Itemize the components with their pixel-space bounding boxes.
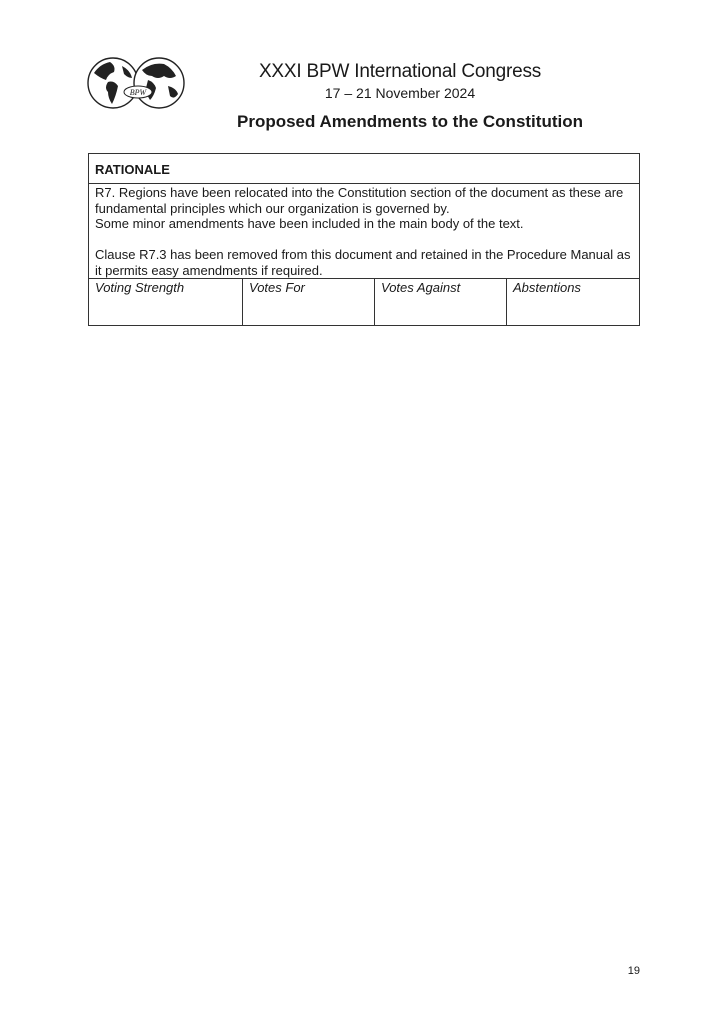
congress-dates: 17 – 21 November 2024	[324, 85, 476, 101]
voting-strength-cell: Voting Strength	[89, 279, 243, 326]
bpw-logo	[86, 56, 186, 110]
congress-title: XXXI BPW International Congress	[258, 61, 542, 82]
votes-against-cell: Votes Against	[375, 279, 507, 326]
logo-text: BPW	[129, 88, 147, 97]
page-number: 19	[627, 965, 640, 977]
votes-for-cell: Votes For	[243, 279, 375, 326]
abstentions-cell: Abstentions	[507, 279, 640, 326]
amendment-table	[88, 153, 640, 326]
rationale-line: R7. Regions have been relocated into the Constitution section of the document as these are fundamental principles which our organization is governed by.	[95, 185, 624, 216]
document-subtitle: Proposed Amendments to the Constitution	[237, 112, 583, 131]
rationale-line: Clause R7.3 has been removed from this document and retained in the Procedure Manual as it permits easy amendments if required.	[95, 247, 631, 278]
rationale-body	[89, 184, 640, 279]
rationale-heading: RATIONALE	[89, 154, 640, 184]
rationale-line: Some minor amendments have been included in the main body of the text.	[95, 216, 524, 231]
